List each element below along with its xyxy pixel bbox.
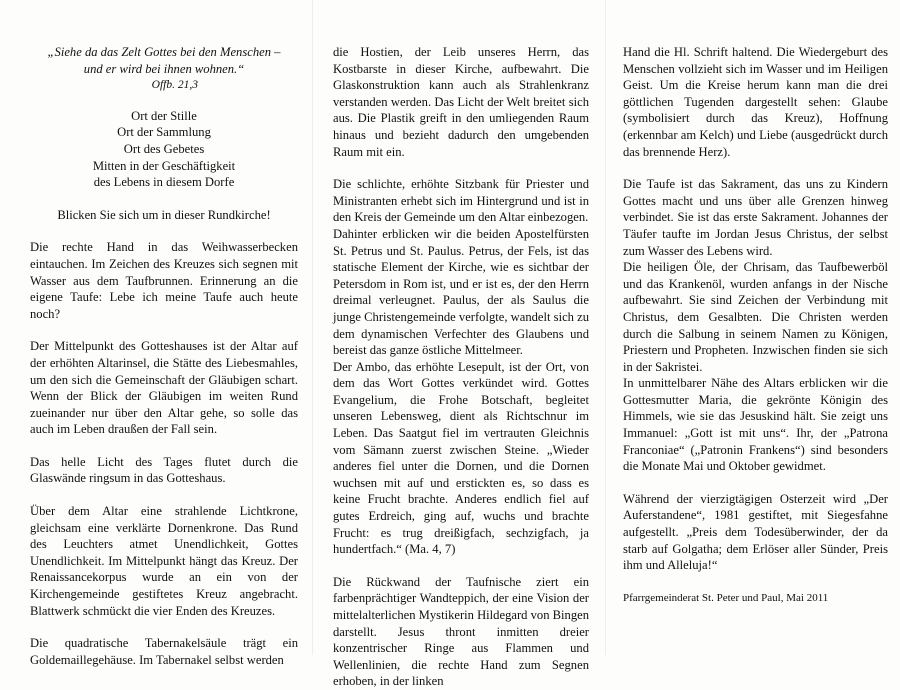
- bible-quote-line-2: und er wird bei ihnen wohnen.“: [83, 61, 245, 76]
- column-left: [30, 44, 298, 668]
- place-line: Ort der Sammlung: [117, 125, 211, 140]
- paragraph-ambo: Der Ambo, das erhöhte Lesepult, ist der Ort, von dem das Wort Gottes verkündet wird. Gottes Evangelium, die Frohe Botschaft, begleitet unseren Lebensweg, dient als Richtschnur im Leben. Das Saatgut fiel im vertrauten Gleichnis vom Sämann zuerst zwischen Steine. „Wieder anderes fiel unter die Dornen, und die Dornen wuchsen mit auf und erstickten es, so dass es keine Frucht brachte. Anderes endlich fiel auf gutes Erdreich, ging auf, wuchs und brachte Frucht: es trug dreißigfach, sechzigfach, ja hundertfach.“ (Ma. 4, 7): [333, 359, 589, 557]
- paragraph-holy-oils: Die heiligen Öle, der Chrisam, das Taufbewerböl und das Krankenöl, wurden anfangs in der Nische aufbewahrt. Sie sind Zeichen der Verbindung mit Christus, dem Gesalbten. Die Christen werden durch die Salbung in seinem Namen zu Königen, Priestern und Propheten. Inzwischen finden sie sich in der Sakristei.: [623, 260, 888, 374]
- paragraph-priest-bench: Die schlichte, erhöhte Sitzbank für Priester und Ministranten erhebt sich im Hintergrund und ist in den Kreis der Gemeinde um den Altar einbezogen.: [333, 177, 589, 225]
- paragraph-light: Das helle Licht des Tages flutet durch die Glaswände ringsum in das Gotteshaus.: [30, 454, 298, 486]
- column-right: [623, 44, 888, 606]
- intro-heading: Blicken Sie sich um in dieser Rundkirche!: [57, 207, 271, 222]
- place-line: Mitten in der Geschäftigkeit: [92, 158, 236, 173]
- paragraph-hosts: die Hostien, der Leib unseres Herrn, das Kostbarste in dieser Kirche, aufbewahrt. Die Glaskonstruktion kann auch als Strahlenkranz verstanden werden. Das Licht der Welt breitet sich aus. Die Plastik greift in den umliegenden Raum hinaus und bezieht dadurch den umgebenden Raum mit ein.: [333, 45, 589, 159]
- paragraph-baptism-niche: Die Rückwand der Taufnische ziert ein farbenprächtiger Wandteppich, der eine Vision der mittelalterlichen Mystikerin Hildegard von Bingen darstellt. Jesus thront inmitten dreier konzentrischer Ringe aus Flammen und Wellenlinien, die rechte Hand zum Segnen erhoben, in der linken: [333, 574, 590, 689]
- bible-quote-reference: Offb. 21,3: [151, 79, 198, 92]
- paragraph-baptism: Die Taufe ist das Sakrament, das uns zu Kindern Gottes macht und uns über alle Grenzen hinweg verbindet. Sie ist das erste Sakrament. Johannes der Täufer taufte im Jordan Jesus Christus, der selbst zum Wasser des Lebens wird.: [623, 177, 888, 258]
- paragraph-holy-water: Die rechte Hand in das Weihwasserbecken eintauchen. Im Zeichen des Kreuzes sich segnen mit Wasser aus dem Taufbrunnen. Erinnerung an die eigene Taufe: Lebe ich meine Taufe auch heute noch?: [30, 240, 298, 321]
- fold-line-right: [605, 0, 606, 655]
- bible-quote-line-1: „Siehe da das Zelt Gottes bei den Menschen –: [47, 45, 281, 59]
- paragraph-easter: Während der vierzigtägigen Osterzeit wird „Der Auferstandene“, 1981 gestiftet, mit Siegesfahne aufgestellt. „Preis dem Todesüberwinder, der da starb auf Golgatha; dem Erlöser aller Sünder, Preis ihm und Alleluja!“: [623, 491, 888, 573]
- paragraph-altar: Der Mittelpunkt des Gotteshauses ist der Altar auf der erhöhten Altarinsel, die Stätte des Liebesmahles, um den sich die Gemeinschaft der Gläubigen schart. Wenn der Blick der Gläubigen im weiten Rund zueinander nur über den Altar gehe, so solle das auch im Leben draußen der Fall sein.: [30, 339, 298, 437]
- paragraph-rebirth: Hand die Hl. Schrift haltend. Die Wiedergeburt des Menschen vollzieht sich im Wasser und im Heiligen Geist. Um die Kreise herum kann man die drei göttlichen Tugenden dargestellt sehen: Glaube (symbolisiert durch das Kreuz), Hoffnung (erkennbar am Kelch) und Liebe (ausgedrückt durch das brennende Herz).: [623, 45, 888, 159]
- fold-line-left: [312, 0, 313, 655]
- place-line: Ort der Stille: [131, 108, 197, 123]
- paragraph-tabernacle: Die quadratische Tabernakelsäule trägt ein Goldemaillegehäuse. Im Tabernakel selbst werden: [30, 636, 298, 667]
- paragraph-apostles: Dahinter erblicken wir die beiden Apostelfürsten St. Petrus und St. Paulus. Petrus, der Fels, ist das statische Element der Kirche, wie es sichtbar der Petersdom in Rom ist, und er ist es, der den Herrn dreimal verleugnet. Paulus, der als Saulus die junge Christengemeinde verfolgte, wandelt sich zu dem dynamischen Verfechter des Glaubens und bereist das ganze östliche Mittelmeer.: [333, 226, 589, 358]
- paragraph-mary: In unmittelbarer Nähe des Altars erblicken wir die Gottesmutter Maria, die gekrönte Königin des Himmels, wie sie das Jesuskind hält. Sie zeigt uns Immanuel: „Gott ist mit uns“. Ihr, der „Patrona Franconiae“ („Patronin Frankens“) sind besonders die Monate Mai und Oktober gewidmet.: [623, 376, 888, 474]
- paragraph-light-crown: Über dem Altar eine strahlende Lichtkrone, gleichsam eine verklärte Dornenkrone. Das Rund des Leuchters atmet Unendlichkeit, Gottes Unendlichkeit. Im Mittelpunkt hängt das Kreuz. Der Renaissancekorpus wurde an ein von der Kirchengemeinde gestiftetes Kreuz angebracht. Blattwerk schmückt die vier Enden des Kreuzes.: [30, 504, 298, 618]
- place-line: des Lebens in diesem Dorfe: [93, 175, 235, 190]
- column-middle: [333, 44, 589, 690]
- signature-line: Pfarrgemeinderat St. Peter und Paul, Mai 2011: [623, 591, 829, 604]
- place-line: Ort des Gebetes: [123, 141, 205, 156]
